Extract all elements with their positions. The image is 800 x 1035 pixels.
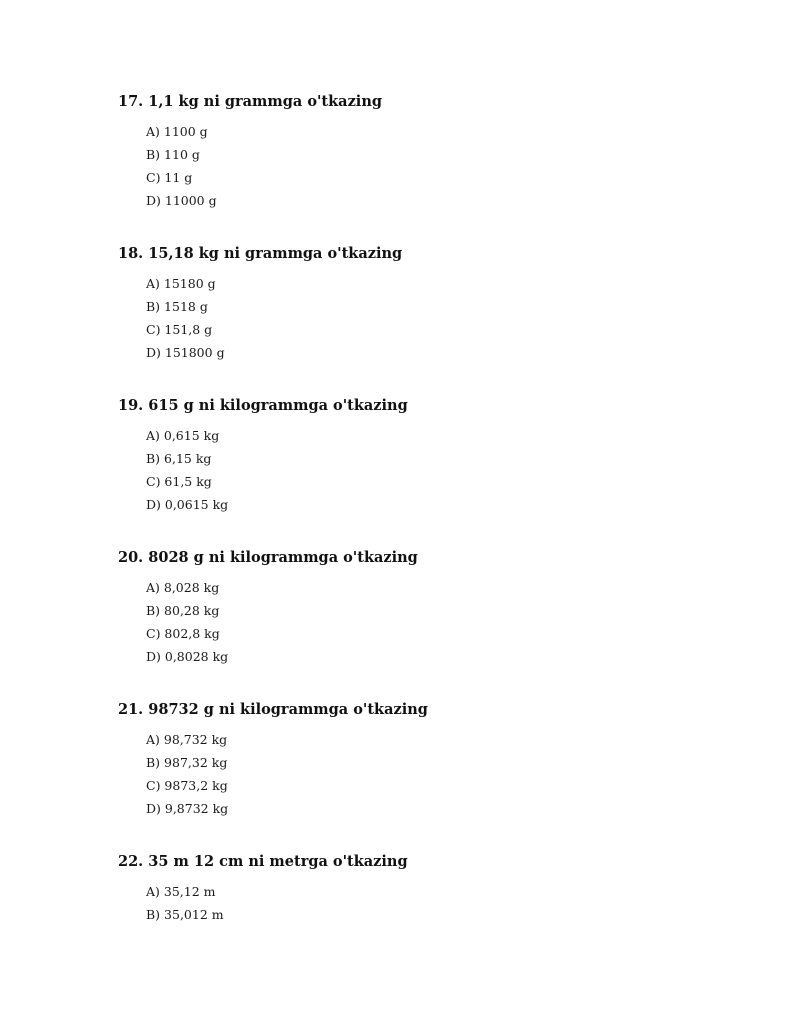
question-title: 20. 8028 g ni kilogrammga o'tkazing: [118, 549, 418, 566]
question-title: 19. 615 g ni kilogrammga o'tkazing: [118, 397, 408, 414]
question-22: [118, 853, 758, 926]
option-b: B) 1518 g: [146, 299, 208, 314]
answer-options: [146, 424, 758, 516]
answer-options: [146, 272, 758, 364]
option-b: B) 6,15 kg: [146, 451, 212, 466]
option-b: B) 987,32 kg: [146, 755, 228, 770]
option-a: A) 8,028 kg: [146, 580, 220, 595]
option-b: B) 35,012 m: [146, 907, 224, 922]
question-title: 18. 15,18 kg ni grammga o'tkazing: [118, 245, 403, 262]
option-d: D) 0,0615 kg: [146, 497, 229, 512]
option-c: C) 61,5 kg: [146, 474, 212, 489]
option-d: D) 9,8732 kg: [146, 801, 229, 816]
answer-options: [146, 576, 758, 668]
option-c: C) 11 g: [146, 170, 193, 185]
option-a: A) 0,615 kg: [146, 428, 220, 443]
option-a: A) 35,12 m: [146, 884, 216, 899]
option-a: A) 15180 g: [146, 276, 216, 291]
answer-options: [146, 880, 758, 926]
answer-options: [146, 120, 758, 212]
option-c: C) 151,8 g: [146, 322, 213, 337]
question-21: [118, 701, 758, 820]
option-a: A) 1100 g: [146, 124, 208, 139]
question-title: 17. 1,1 kg ni grammga o'tkazing: [118, 93, 382, 110]
question-title: 21. 98732 g ni kilogrammga o'tkazing: [118, 701, 428, 718]
question-18: [118, 245, 758, 364]
question-20: [118, 549, 758, 668]
option-b: B) 80,28 kg: [146, 603, 220, 618]
question-17: [118, 93, 758, 212]
option-b: B) 110 g: [146, 147, 200, 162]
option-c: C) 9873,2 kg: [146, 778, 228, 793]
option-d: D) 0,8028 kg: [146, 649, 229, 664]
option-a: A) 98,732 kg: [146, 732, 228, 747]
question-title: 22. 35 m 12 cm ni metrga o'tkazing: [118, 853, 408, 870]
question-19: [118, 397, 758, 516]
option-d: D) 11000 g: [146, 193, 217, 208]
option-d: D) 151800 g: [146, 345, 225, 360]
option-c: C) 802,8 kg: [146, 626, 220, 641]
answer-options: [146, 728, 758, 820]
